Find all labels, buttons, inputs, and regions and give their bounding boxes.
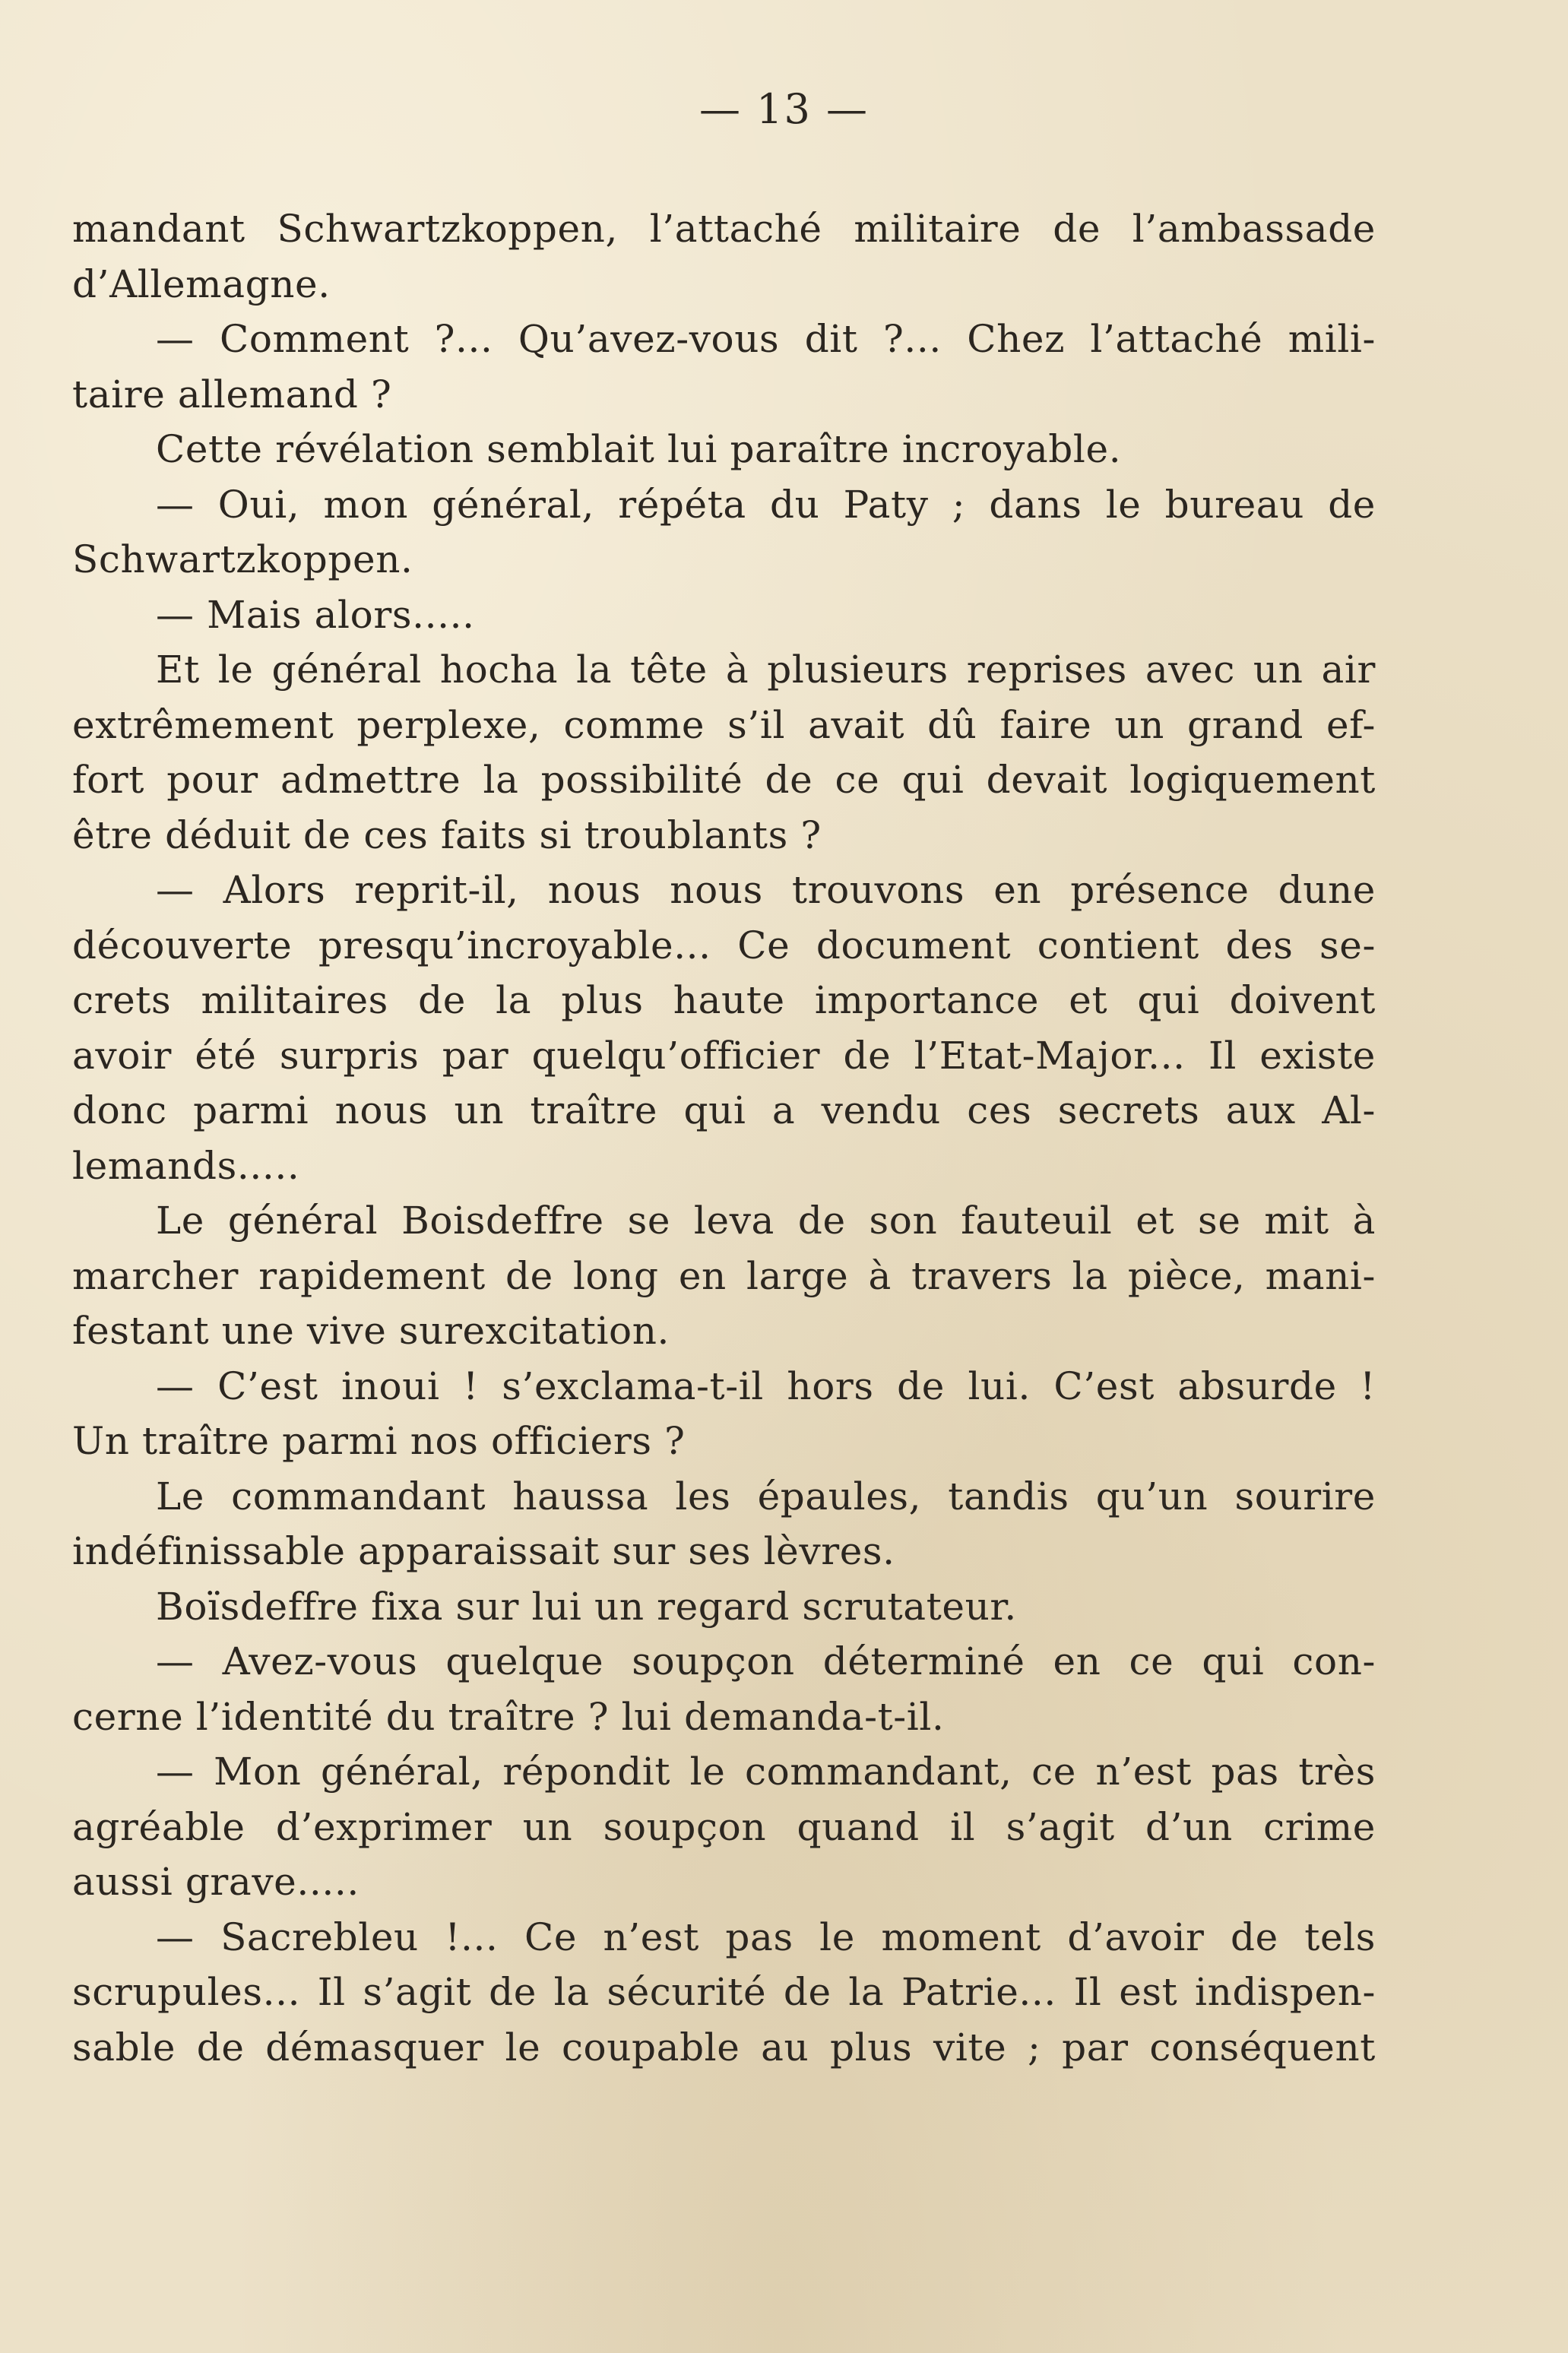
text-line: lemands.....	[72, 1143, 300, 1188]
text-line: cerne l’identité du traître ? lui demanda-t-il.	[72, 1694, 945, 1739]
page-number: — 13 —	[698, 85, 870, 133]
text-line: — Avez-vous quelque soupçon déterminé en ce qui con-	[156, 1639, 1376, 1683]
text-line: — Sacrebleu !... Ce n’est pas le moment d’avoir de tels	[156, 1914, 1376, 1959]
text-line: fort pour admettre la possibilité de ce qui devait logiquement	[72, 758, 1376, 802]
text-line: Schwartzkoppen.	[72, 537, 413, 581]
text-line: Boïsdeffre fixa sur lui un regard scrutateur.	[156, 1584, 1017, 1629]
text-line: Le général Boisdeffre se leva de son fauteuil et se mit à	[156, 1199, 1376, 1243]
text-line: agréable d’exprimer un soupçon quand il s’agit d’un crime	[72, 1804, 1376, 1849]
text-line: donc parmi nous un traître qui a vendu ces secrets aux Al-	[72, 1088, 1376, 1132]
text-line: taire allemand ?	[72, 372, 392, 416]
text-line: crets militaires de la plus haute importance et qui doivent	[72, 978, 1376, 1022]
text-line: — Alors reprit-il, nous nous trouvons en présence dune	[156, 868, 1376, 912]
text-line: festant une vive surexcitation.	[72, 1309, 670, 1353]
text-line: découverte presqu’incroyable... Ce document contient des se-	[72, 923, 1376, 967]
text-line: indéfinissable apparaissait sur ses lèvres.	[72, 1529, 895, 1573]
text-line: — Mon général, répondit le commandant, ce n’est pas très	[156, 1750, 1376, 1794]
text-line: marcher rapidement de long en large à travers la pièce, mani-	[72, 1253, 1376, 1298]
text-line: Et le général hocha la tête à plusieurs reprises avec un air	[156, 648, 1376, 692]
text-line: — Oui, mon général, répéta du Paty ; dans le bureau de	[156, 482, 1376, 527]
text-line: extrêmement perplexe, comme s’il avait dû faire un grand ef-	[72, 702, 1376, 747]
text-line: être déduit de ces faits si troublants ?	[72, 812, 822, 857]
text-line: — C’est inoui ! s’exclama-t-il hors de lui. C’est absurde !	[156, 1363, 1376, 1408]
text-line: d’Allemagne.	[72, 261, 331, 306]
text-line: Le commandant haussa les épaules, tandis qu’un sourire	[156, 1474, 1376, 1519]
text-line: — Comment ?... Qu’avez-vous dit ?... Chez l’attaché mili-	[156, 317, 1376, 361]
text-line: sable de démasquer le coupable au plus vite ; par conséquent	[72, 2025, 1376, 2070]
text-line: avoir été surpris par quelqu’officier de l’Etat-Major... Il existe	[72, 1033, 1376, 1078]
text-line: aussi grave.....	[72, 1860, 360, 1904]
body-text	[72, 201, 1376, 2075]
text-line: — Mais alors.....	[156, 592, 475, 637]
text-line: Cette révélation semblait lui paraître incroyable.	[156, 427, 1122, 471]
text-line: scrupules... Il s’agit de la sécurité de la Patrie... Il est indispen-	[72, 1970, 1376, 2014]
text-line: mandant Schwartzkoppen, l’attaché militaire de l’ambassade	[72, 207, 1376, 251]
text-line: Un traître parmi nos officiers ?	[72, 1419, 686, 1463]
